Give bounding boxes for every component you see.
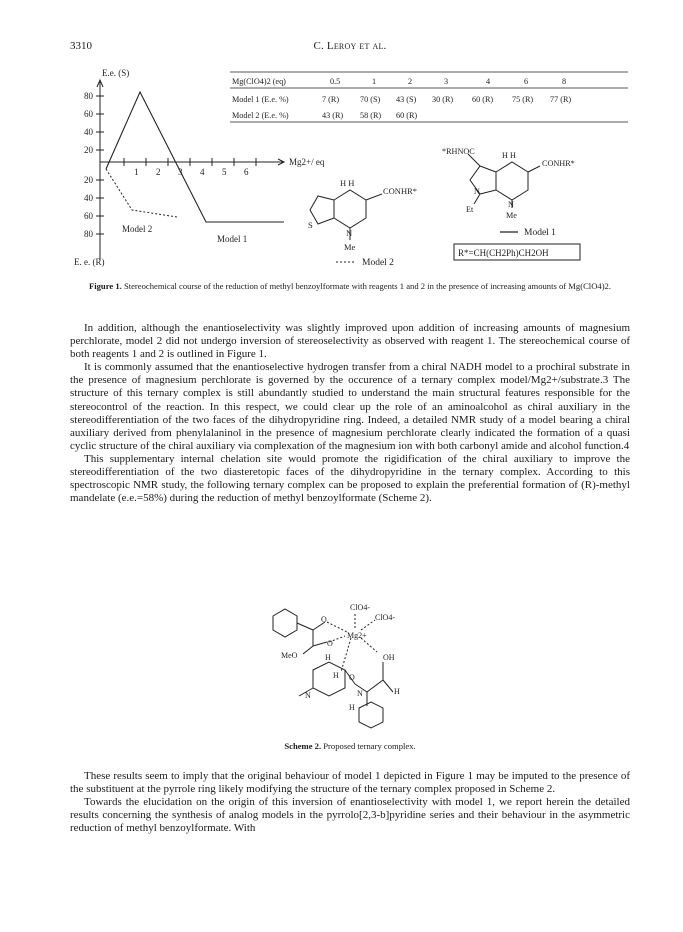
- y-tick-label: 40: [84, 193, 93, 203]
- table-header-label: Mg(ClO4)2 (eq): [232, 77, 286, 86]
- model1-rhnoc: *RHNOC: [442, 147, 475, 156]
- dihydropyridine-ring: [313, 662, 345, 696]
- table-equivalent: 0.5: [330, 77, 341, 86]
- table-cell: 58 (R): [360, 111, 382, 120]
- meo-group: MeO: [281, 651, 298, 660]
- table-equivalent: 8: [562, 77, 567, 86]
- benzyl-ring: [359, 702, 383, 728]
- r-definition: R*=CH(CH2Ph)CH2OH: [458, 248, 549, 258]
- table-equivalent: 3: [444, 77, 449, 86]
- figure-caption-text: Stereochemical course of the reduction of methyl benzoylformate with reagents 1 and 2 in the presence of increasing amounts of Mg(ClO4)2.: [123, 281, 611, 291]
- model2-s-atom: S: [308, 220, 313, 230]
- y-tick-label: 60: [84, 109, 93, 119]
- table-row-label: Model 1 (E.e. %): [232, 95, 289, 104]
- model1-h-label: H H: [502, 151, 516, 160]
- model1-curve-label: Model 1: [217, 234, 248, 244]
- scheme-2: [255, 600, 445, 735]
- oxygen: O: [321, 615, 327, 624]
- running-title: C. Leroy et al.: [313, 40, 387, 52]
- table-equivalent: 4: [486, 77, 491, 86]
- model1-n-atom2: N: [508, 200, 514, 209]
- amide-nitrogen: N: [357, 689, 363, 698]
- x-axis-label: Mg2+/ eq: [289, 157, 325, 167]
- x-tick-label: 3: [178, 167, 183, 177]
- hydroxyl: OH: [383, 653, 395, 662]
- hydrogen: H: [394, 687, 400, 696]
- phenyl-ring: [273, 609, 297, 637]
- y-tick-label: 20: [84, 145, 93, 155]
- x-tick-label: 6: [244, 167, 249, 177]
- table-cell: 60 (R): [472, 95, 494, 104]
- table-equivalent: 2: [408, 77, 413, 86]
- paragraph: In addition, although the enantioselectivity was slightly improved upon addition of increasing amounts of magnesium perchlorate, model 2 did not undergo inversion of stereoselectivity as observed with reagent 1. The stereochemical course of both reagents 1 and 2 is outlined in Figure 1.: [70, 322, 630, 361]
- table-equivalent: 1: [372, 77, 377, 86]
- table-cell: 77 (R): [550, 95, 572, 104]
- paragraph: Towards the elucidation on the origin of this inversion of enantioselectivity with model 1, we report herein the detailed results concerning the synthesis of analog models in the pyrrolo[2,3-b]pyridine series and their behaviour in the asymmetric reduction of methyl benzoylformate. With: [70, 796, 630, 835]
- y-tick-label: 40: [84, 127, 93, 137]
- scheme-caption-label: Scheme 2.: [284, 741, 322, 751]
- clo4-top: ClO4-: [350, 603, 370, 612]
- scheme-2-graphic: [255, 600, 445, 735]
- oxygen: O: [349, 673, 355, 682]
- hydrogen: H: [333, 671, 339, 680]
- table-cell: 60 (R): [396, 111, 418, 120]
- table-cell: 43 (S): [396, 95, 417, 104]
- scheme-caption: [70, 741, 630, 751]
- page-number: 3310: [70, 40, 92, 52]
- table-cell: 30 (R): [432, 95, 454, 104]
- paragraph: It is commonly assumed that the enantioselective hydrogen transfer from a chiral NADH model to a prochiral substrate in the presence of magnesium perchlorate is governed by the occurence of a ternary complex model/Mg2+/substrate.3 The structure of this ternary complex is still abundantly studied to understand the main structural features responsible for the stereocontrol of the reaction. In this respect, we could clear up the role of an aminoalcohol as chiral auxiliary in the stereodifferentiation of the two faces of the dihydropyridine ring. Indeed, a detailed NMR study of a model bearing a chiral auxiliary derived from phenylalaninol in the presence of magnesium perchlorate clearly indicated the formation of a quasi cyclic structure of the chiral auxiliary via complexation of the magnesium ion with both carbonyl amide and alcohol function.4: [70, 361, 630, 452]
- y-bottom-label: E. e. (R): [74, 257, 105, 267]
- model2-h-label: H H: [340, 178, 355, 188]
- model2-curve-label: Model 2: [122, 224, 153, 234]
- model1-conhr: CONHR*: [542, 159, 575, 168]
- y-top-label: E.e. (S): [102, 68, 130, 78]
- table-cell: 70 (S): [360, 95, 381, 104]
- body-text: [70, 322, 630, 505]
- table-cell: 75 (R): [512, 95, 534, 104]
- y-tick-label: 20: [84, 175, 93, 185]
- figure-1: [72, 62, 632, 272]
- x-tick-label: 4: [200, 167, 205, 177]
- model1-et: Et: [466, 205, 474, 214]
- table-row-label: Model 2 (E.e. %): [232, 111, 289, 120]
- y-tick-label: 80: [84, 229, 93, 239]
- table-equivalent: 6: [524, 77, 529, 86]
- figure-1-graphic: [72, 62, 632, 272]
- mg-ion: Mg2+: [347, 631, 367, 640]
- y-tick-label: 60: [84, 211, 93, 221]
- model2-n-atom: N: [346, 228, 353, 238]
- oxygen: O: [327, 639, 333, 648]
- ring-nitrogen: N: [305, 691, 311, 700]
- scheme-caption-text: Proposed ternary complex.: [323, 741, 416, 751]
- paragraph: These results seem to imply that the original behaviour of model 1 depicted in Figure 1 may be imputed to the presence of the substituent at the pyrrole ring likely modifying the structure of the ternary complex proposed in Scheme 2.: [70, 770, 630, 796]
- model1-me: Me: [506, 211, 517, 220]
- body-text-end: [70, 770, 630, 835]
- table-cell: 7 (R): [322, 95, 340, 104]
- figure-caption-label: Figure 1.: [89, 281, 122, 291]
- table-cell: 43 (R): [322, 111, 344, 120]
- model2-conhr: CONHR*: [383, 186, 418, 196]
- model1-structure: [468, 154, 540, 208]
- x-tick-label: 2: [156, 167, 161, 177]
- model2-curve: [106, 169, 177, 217]
- page-header: [70, 40, 630, 56]
- hydrogen: H: [325, 653, 331, 662]
- y-tick-label: 80: [84, 91, 93, 101]
- clo4-right: ClO4-: [375, 613, 395, 622]
- x-tick-label: 1: [134, 167, 139, 177]
- x-tick-label: 5: [222, 167, 227, 177]
- model2-me: Me: [344, 242, 356, 252]
- model1-n-atom: N: [474, 187, 480, 196]
- figure-caption: [70, 281, 630, 292]
- model2-legend-label: Model 2: [362, 258, 394, 268]
- model1-legend-label: Model 1: [524, 228, 556, 238]
- hydrogen: H: [349, 703, 355, 712]
- paragraph: This supplementary internal chelation site would promote the rigidification of the chiral auxiliary to improve the stereodifferentiation of the two diasteretopic faces of the dihydropyridine in the ternary complex. According to this spectroscopic NMR study, the following ternary complex can be proposed to explain the preferential formation of (R)-methyl mandelate (e.e.=58%) during the reduction of methyl benzoylformate (Scheme 2).: [70, 452, 630, 505]
